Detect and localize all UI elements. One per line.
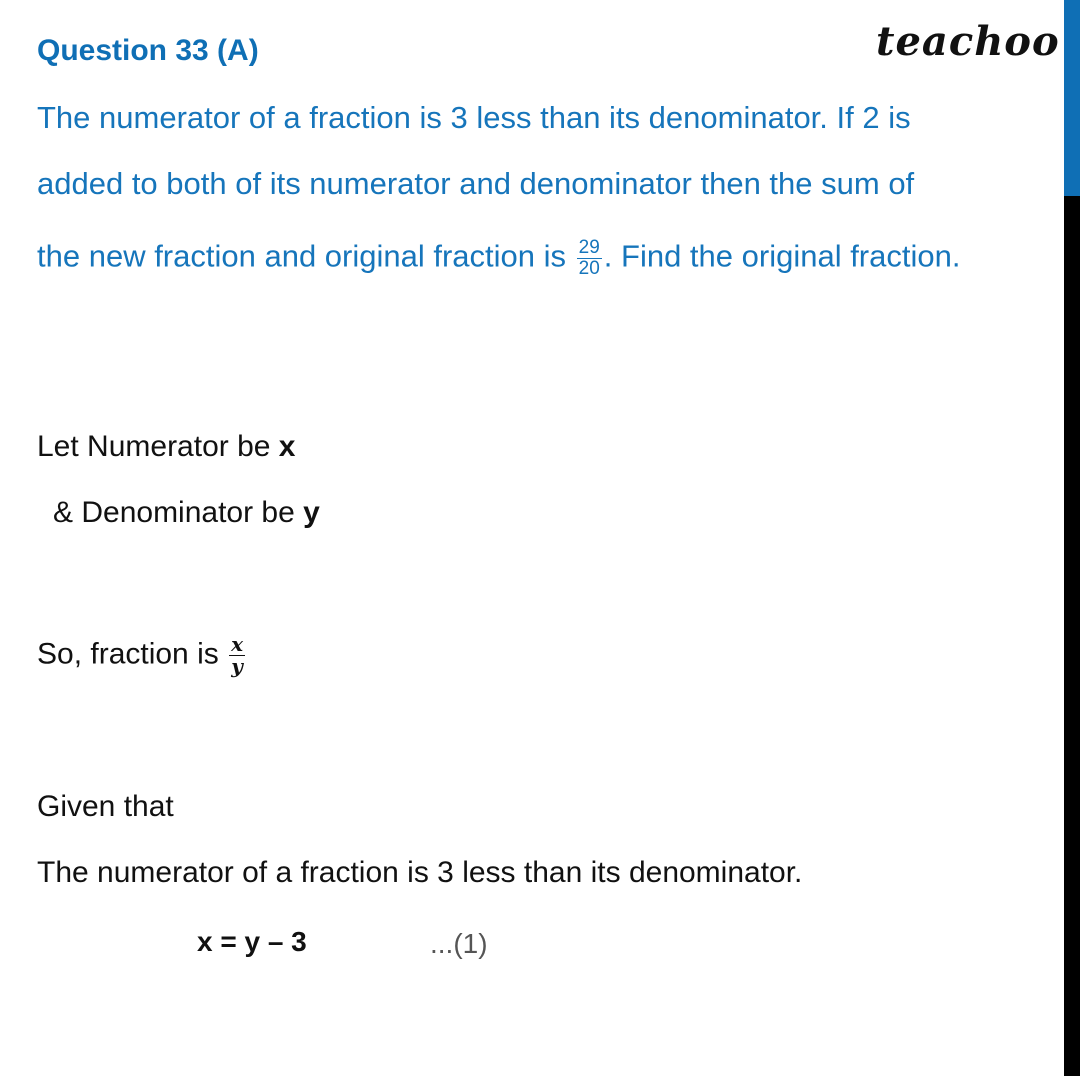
question-line-2: added to both of its numerator and denominator then the sum of [37, 166, 915, 201]
question-line-1: The numerator of a fraction is 3 less than its denominator. If 2 is [37, 100, 911, 135]
var-x: x [278, 430, 296, 463]
so-fraction-line: So, fraction is $\frac{x}{y}$ [37, 632, 244, 678]
question-title: Question 33 (A) [37, 34, 259, 67]
question-line-3-before: the new fraction and original fraction is [37, 238, 575, 274]
fraction-29-20: $\frac{29}{20}$ [578, 237, 600, 279]
progress-bar-filled [1064, 0, 1080, 196]
let-numerator-line: Let Numerator be x [37, 430, 296, 463]
teachoo-logo: teachoo [876, 18, 1060, 65]
progress-bar-track [1064, 196, 1080, 1076]
let-denominator-line: & Denominator be y [53, 496, 320, 529]
equation-1: x = y – 3 [197, 926, 307, 957]
fraction-x-y: $\frac{x}{y}$ [231, 632, 244, 678]
given-that-heading: Given that [37, 790, 174, 823]
given-statement: The numerator of a fraction is 3 less than its denominator. [37, 856, 803, 889]
question-line-3 [37, 238, 960, 279]
question-line-3-after: . Find the original fraction. [603, 238, 961, 274]
var-y: y [303, 496, 320, 529]
equation-ref-1: ...(1) [430, 928, 488, 959]
